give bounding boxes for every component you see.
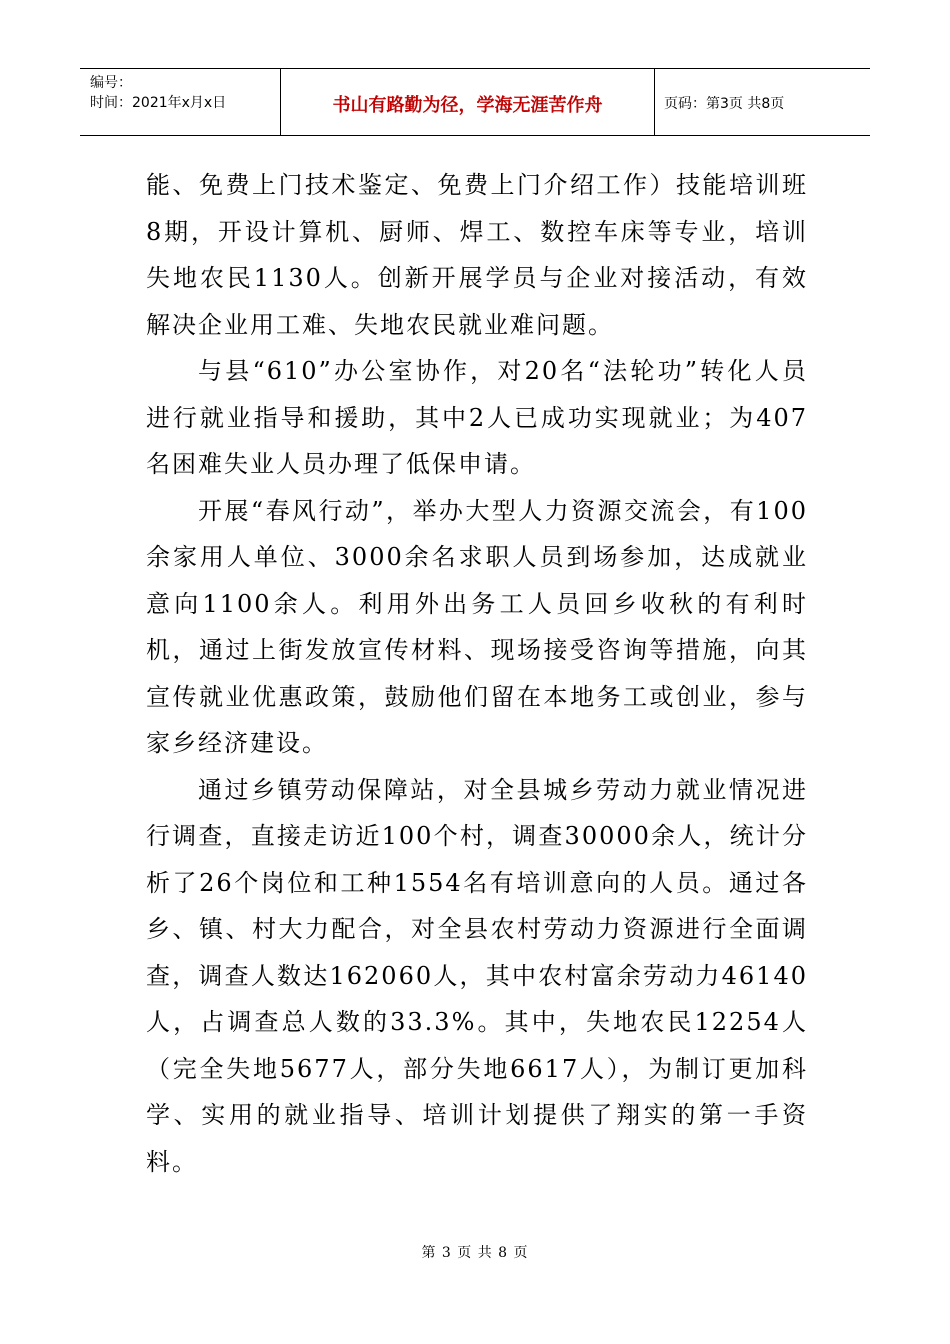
document-body: [146, 162, 808, 1185]
page-footer: 第 3 页 共 8 页: [421, 1245, 529, 1261]
paragraph: 与县“610”办公室协作，对20名“法轮功”转化人员进行就业指导和援助，其中2人已成功实现就业；为407名困难失业人员办理了低保申请。: [146, 357, 808, 478]
paragraph-continued: 能、免费上门技术鉴定、免费上门介绍工作）技能培训班8期，开设计算机、厨师、焊工、数控车床等专业，培训失地农民1130人。创新开展学员与企业对接活动，有效解决企业用工难、失地农民就业难问题。: [146, 171, 808, 339]
header-page-info: 页码：第3页 共8页: [664, 96, 785, 112]
header-motto: 书山有路勤为径，学海无涯苦作舟: [332, 95, 603, 116]
header-meta: [90, 73, 226, 113]
paragraph: 通过乡镇劳动保障站，对全县城乡劳动力就业情况进行调查，直接走访近100个村，调查30000余人，统计分析了26个岗位和工种1554名有培训意向的人员。通过各乡、镇、村大力配合，对全县农村劳动力资源进行全面调查，调查人数达162060人，其中农村富余劳动力46140人，占调查总人数的33.3%。其中，失地农民12254人（完全失地5677人，部分失地6617人），为制订更加科学、实用的就业指导、培训计划提供了翔实的第一手资料。: [146, 775, 808, 1176]
document-number-label: 编号：: [90, 75, 132, 91]
paragraph: 开展“春风行动”，举办大型人力资源交流会，有100余家用人单位、3000余名求职人员到场参加，达成就业意向1100余人。利用外出务工人员回乡收秋的有利时机，通过上街发放宣传材料、现场接受咨询等措施，向其宣传就业优惠政策，鼓励他们留在本地务工或创业，参与家乡经济建设。: [146, 496, 808, 757]
header-divider: [654, 69, 655, 135]
page-header: [80, 68, 870, 136]
document-time-label: 时间：2021年x月x日: [90, 95, 227, 111]
